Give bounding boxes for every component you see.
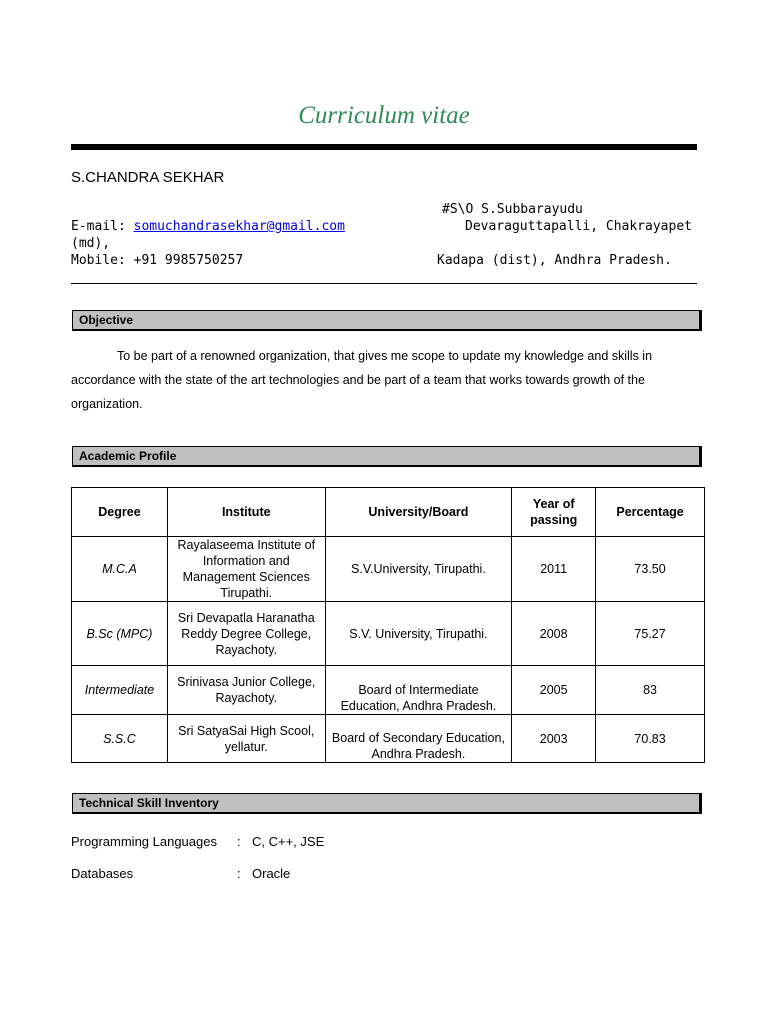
address-line-1: #S\O S.Subbarayudu (442, 202, 583, 217)
board-cell: S.V.University, Tirupathi. (325, 537, 512, 602)
skill-colon: : (237, 866, 241, 881)
board-cell: Board of Secondary Education, Andhra Pradesh. (325, 715, 512, 763)
institute-cell: Sri SatyaSai High Scool, yellatur. (167, 715, 325, 763)
email-label: E-mail: (71, 219, 126, 234)
percentage-cell: 73.50 (596, 537, 705, 602)
board-cell: S.V. University, Tirupathi. (325, 602, 512, 666)
table-row (72, 602, 705, 666)
table-row (72, 666, 705, 715)
address-md: (md), (71, 236, 111, 251)
header-year: Year of passing (512, 488, 596, 537)
candidate-name: S.CHANDRA SEKHAR (71, 169, 225, 186)
degree-cell: Intermediate (72, 666, 168, 715)
objective-heading: Objective (72, 310, 702, 331)
cv-title: Curriculum vitae (298, 102, 470, 129)
degree-cell: B.Sc (MPC) (72, 602, 168, 666)
percentage-cell: 83 (596, 666, 705, 715)
board-cell: Board of Intermediate Education, Andhra Pradesh. (325, 666, 512, 715)
skill-colon: : (237, 834, 241, 849)
year-cell: 2005 (512, 666, 596, 715)
mobile-number: Mobile: +91 9985750257 (71, 253, 244, 268)
institute-cell: Srinivasa Junior College, Rayachoty. (167, 666, 325, 715)
header-institute: Institute (167, 488, 325, 537)
table-row (72, 715, 705, 763)
institute-cell: Sri Devapatla Haranatha Reddy Degree College, Rayachoty. (167, 602, 325, 666)
address-line-2: Devaraguttapalli, Chakrayapet (465, 219, 692, 234)
percentage-cell: 75.27 (596, 602, 705, 666)
skill-label: Databases (71, 866, 134, 881)
skill-value: Oracle (252, 866, 291, 881)
skills-heading: Technical Skill Inventory (72, 793, 702, 814)
year-cell: 2008 (512, 602, 596, 666)
skill-label: Programming Languages (71, 834, 217, 849)
email-row (71, 219, 345, 234)
header-university: University/Board (325, 488, 512, 537)
skill-row (71, 834, 325, 849)
header-percentage: Percentage (596, 488, 705, 537)
academic-heading: Academic Profile (72, 446, 702, 467)
year-cell: 2003 (512, 715, 596, 763)
title-rule (71, 144, 697, 150)
percentage-cell: 70.83 (596, 715, 705, 763)
institute-cell: Rayalaseema Institute of Information and Management Sciences Tirupathi. (167, 537, 325, 602)
skill-row (71, 866, 291, 881)
academic-table (71, 487, 705, 763)
degree-cell: M.C.A (72, 537, 168, 602)
header-rule (71, 283, 697, 284)
email-link[interactable]: somuchandrasekhar@gmail.com (133, 219, 345, 234)
table-row (72, 537, 705, 602)
degree-cell: S.S.C (72, 715, 168, 763)
skill-value: C, C++, JSE (252, 834, 325, 849)
objective-text: To be part of a renowned organization, that gives me scope to update my knowledge and skills in accordance with the state of the art technologies and be part of a team that works towards growth of the organization. (71, 349, 653, 411)
header-degree: Degree (72, 488, 168, 537)
year-cell: 2011 (512, 537, 596, 602)
address-line-3: Kadapa (dist), Andhra Pradesh. (437, 253, 672, 268)
table-header-row (72, 488, 705, 537)
